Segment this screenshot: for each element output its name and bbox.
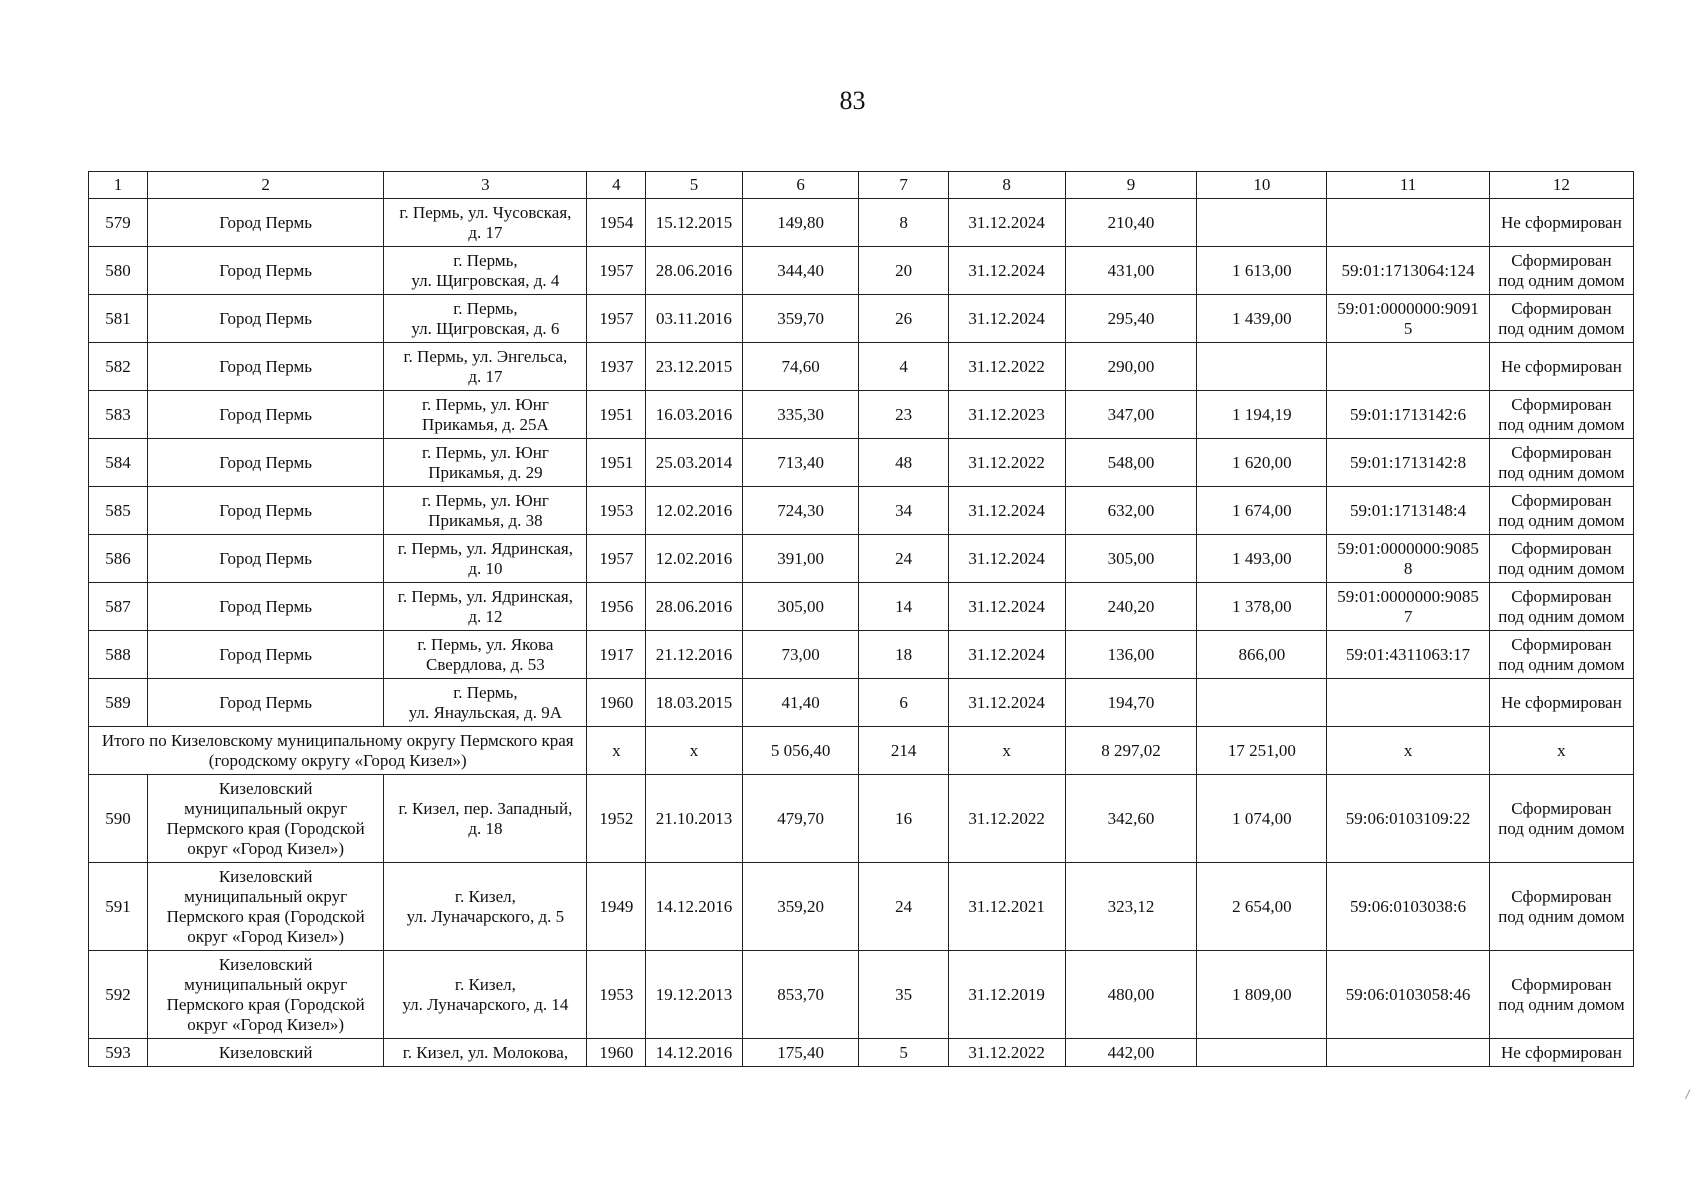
row-number-cell: 591 bbox=[89, 863, 148, 951]
land-area-cell: 1 439,00 bbox=[1197, 295, 1327, 343]
address-cell-line: д. 18 bbox=[468, 818, 503, 838]
status-cell-line: Не сформирован bbox=[1500, 1042, 1622, 1062]
deadline-cell: 31.12.2024 bbox=[948, 679, 1065, 727]
municipality-cell-line: муниципальный округ bbox=[184, 974, 348, 994]
cadastral-line: 59:01:0000000:9091 bbox=[1337, 298, 1479, 318]
address-cell-line: г. Пермь, ул. Юнг bbox=[421, 442, 549, 462]
year-cell: 1951 bbox=[587, 439, 646, 487]
residents-cell: 35 bbox=[859, 951, 948, 1039]
living-area-cell: 295,40 bbox=[1065, 295, 1197, 343]
address-cell bbox=[384, 951, 587, 1039]
status-cell-line: Сформирован bbox=[1511, 250, 1612, 270]
address-cell-line: Прикамья, д. 29 bbox=[428, 462, 543, 482]
row-number-cell: 582 bbox=[89, 343, 148, 391]
cadastral-line: 8 bbox=[1403, 558, 1413, 578]
residents-cell: 16 bbox=[859, 775, 948, 863]
residents-cell: 26 bbox=[859, 295, 948, 343]
deadline-cell: 31.12.2021 bbox=[948, 863, 1065, 951]
address-cell-line: д. 17 bbox=[468, 222, 503, 242]
living-area-cell: 136,00 bbox=[1065, 631, 1197, 679]
status-cell bbox=[1489, 863, 1633, 951]
status-cell-line: под одним домом bbox=[1498, 606, 1625, 626]
status-cell-line: под одним домом bbox=[1498, 818, 1625, 838]
deadline-cell: 31.12.2024 bbox=[948, 583, 1065, 631]
deadline-cell: 31.12.2019 bbox=[948, 951, 1065, 1039]
total-label-cell: Итого по Кизеловскому муниципальному округу Пермского края (городскому округу «Город Кизел») bbox=[89, 727, 587, 775]
residents-cell: 6 bbox=[859, 679, 948, 727]
land-area-cell bbox=[1197, 1039, 1327, 1067]
address-cell bbox=[384, 535, 587, 583]
column-number: 2 bbox=[147, 172, 384, 199]
address-cell-line: Прикамья, д. 38 bbox=[428, 510, 543, 530]
column-number: 10 bbox=[1197, 172, 1327, 199]
address-cell bbox=[384, 199, 587, 247]
area-cell: 713,40 bbox=[742, 439, 859, 487]
living-area-cell: 210,40 bbox=[1065, 199, 1197, 247]
year-cell: 1957 bbox=[587, 535, 646, 583]
status-cell bbox=[1489, 439, 1633, 487]
address-cell-line: г. Пермь, ул. Юнг bbox=[421, 394, 549, 414]
living-area-cell: 323,12 bbox=[1065, 863, 1197, 951]
address-cell-line: д. 12 bbox=[468, 606, 503, 626]
area-cell: 359,20 bbox=[742, 863, 859, 951]
address-cell-line: г. Пермь, ул. Чусовская, bbox=[399, 202, 572, 222]
status-cell-line: Сформирован bbox=[1511, 634, 1612, 654]
address-cell-line: Свердлова, д. 53 bbox=[426, 654, 545, 674]
total-row bbox=[89, 727, 1634, 775]
address-cell bbox=[384, 679, 587, 727]
table-row bbox=[89, 863, 1634, 951]
residents-cell: 8 bbox=[859, 199, 948, 247]
cadastral-cell: 59:01:1713148:4 bbox=[1327, 487, 1489, 535]
total-land-area-cell: 17 251,00 bbox=[1197, 727, 1327, 775]
column-number: 5 bbox=[646, 172, 742, 199]
date-cell: 19.12.2013 bbox=[646, 951, 742, 1039]
status-cell-line: под одним домом bbox=[1498, 994, 1625, 1014]
municipality-cell: Город Пермь bbox=[147, 391, 384, 439]
living-area-cell: 342,60 bbox=[1065, 775, 1197, 863]
year-cell: 1957 bbox=[587, 247, 646, 295]
municipality-cell: Город Пермь bbox=[147, 631, 384, 679]
status-cell-line: Сформирован bbox=[1511, 298, 1612, 318]
address-cell-line: г. Пермь, ул. Юнг bbox=[421, 490, 549, 510]
address-cell-line: г. Кизел, bbox=[454, 886, 516, 906]
address-cell-line: г. Кизел, bbox=[454, 974, 516, 994]
table-row bbox=[89, 343, 1634, 391]
land-area-cell: 866,00 bbox=[1197, 631, 1327, 679]
municipality-cell-line: округ «Город Кизел») bbox=[187, 1014, 345, 1034]
year-cell: 1960 bbox=[587, 679, 646, 727]
status-cell-line: под одним домом bbox=[1498, 462, 1625, 482]
cadastral-cell: 59:06:0103109:22 bbox=[1327, 775, 1489, 863]
deadline-cell: 31.12.2022 bbox=[948, 439, 1065, 487]
status-cell-line: Сформирован bbox=[1511, 974, 1612, 994]
status-cell-line: под одним домом bbox=[1498, 558, 1625, 578]
residents-cell: 48 bbox=[859, 439, 948, 487]
column-number: 11 bbox=[1327, 172, 1489, 199]
area-cell: 853,70 bbox=[742, 951, 859, 1039]
deadline-cell: 31.12.2022 bbox=[948, 343, 1065, 391]
date-cell: 23.12.2015 bbox=[646, 343, 742, 391]
column-number: 9 bbox=[1065, 172, 1197, 199]
area-cell: 479,70 bbox=[742, 775, 859, 863]
address-cell bbox=[384, 343, 587, 391]
status-cell-line: Сформирован bbox=[1511, 538, 1612, 558]
status-cell-line: Сформирован bbox=[1511, 798, 1612, 818]
date-cell: 28.06.2016 bbox=[646, 247, 742, 295]
address-cell bbox=[384, 775, 587, 863]
municipality-cell-line: округ «Город Кизел») bbox=[187, 926, 345, 946]
year-cell: 1956 bbox=[587, 583, 646, 631]
cadastral-cell bbox=[1327, 535, 1489, 583]
total-area-cell: 5 056,40 bbox=[742, 727, 859, 775]
status-cell-line: под одним домом bbox=[1498, 414, 1625, 434]
residents-cell: 20 bbox=[859, 247, 948, 295]
status-cell-line: Не сформирован bbox=[1500, 692, 1622, 712]
table-row bbox=[89, 439, 1634, 487]
status-cell-line: Сформирован bbox=[1511, 490, 1612, 510]
address-cell bbox=[384, 631, 587, 679]
municipality-cell: Город Пермь bbox=[147, 583, 384, 631]
status-cell-line: под одним домом bbox=[1498, 510, 1625, 530]
column-number-row bbox=[89, 172, 1634, 199]
table-row bbox=[89, 535, 1634, 583]
date-cell: 21.10.2013 bbox=[646, 775, 742, 863]
total-residents-cell: 214 bbox=[859, 727, 948, 775]
status-cell bbox=[1489, 295, 1633, 343]
status-cell bbox=[1489, 487, 1633, 535]
year-cell: 1949 bbox=[587, 863, 646, 951]
status-cell-line: Сформирован bbox=[1511, 586, 1612, 606]
living-area-cell: 347,00 bbox=[1065, 391, 1197, 439]
year-cell: 1954 bbox=[587, 199, 646, 247]
row-number-cell: 592 bbox=[89, 951, 148, 1039]
table-row bbox=[89, 775, 1634, 863]
municipality-cell: Город Пермь bbox=[147, 343, 384, 391]
residents-cell: 5 bbox=[859, 1039, 948, 1067]
scan-mark bbox=[1685, 1090, 1693, 1101]
date-cell: 12.02.2016 bbox=[646, 535, 742, 583]
municipality-cell: Город Пермь bbox=[147, 487, 384, 535]
municipality-cell: Город Пермь bbox=[147, 295, 384, 343]
area-cell: 175,40 bbox=[742, 1039, 859, 1067]
address-cell-line: д. 17 bbox=[468, 366, 503, 386]
address-cell-line: г. Пермь, ул. Ядринская, bbox=[397, 538, 573, 558]
area-cell: 344,40 bbox=[742, 247, 859, 295]
living-area-cell: 480,00 bbox=[1065, 951, 1197, 1039]
address-cell bbox=[384, 487, 587, 535]
address-cell bbox=[384, 1039, 587, 1067]
row-number-cell: 583 bbox=[89, 391, 148, 439]
column-number: 4 bbox=[587, 172, 646, 199]
land-area-cell bbox=[1197, 343, 1327, 391]
total-date-cell: х bbox=[646, 727, 742, 775]
address-cell-line: ул. Щигровская, д. 4 bbox=[411, 270, 560, 290]
residents-cell: 23 bbox=[859, 391, 948, 439]
cadastral-cell: 59:01:1713142:8 bbox=[1327, 439, 1489, 487]
total-living-area-cell: 8 297,02 bbox=[1065, 727, 1197, 775]
year-cell: 1937 bbox=[587, 343, 646, 391]
municipality-cell-line: Пермского края (Городской bbox=[166, 818, 365, 838]
cadastral-cell bbox=[1327, 1039, 1489, 1067]
date-cell: 03.11.2016 bbox=[646, 295, 742, 343]
address-cell-line: г. Пермь, bbox=[453, 250, 518, 270]
area-cell: 149,80 bbox=[742, 199, 859, 247]
address-cell-line: ул. Янаульская, д. 9А bbox=[408, 702, 562, 722]
municipality-cell bbox=[147, 951, 384, 1039]
year-cell: 1952 bbox=[587, 775, 646, 863]
row-number-cell: 593 bbox=[89, 1039, 148, 1067]
area-cell: 73,00 bbox=[742, 631, 859, 679]
row-number-cell: 586 bbox=[89, 535, 148, 583]
status-cell bbox=[1489, 951, 1633, 1039]
residents-cell: 24 bbox=[859, 535, 948, 583]
cadastral-line: 7 bbox=[1403, 606, 1413, 626]
cadastral-line: 59:01:0000000:9085 bbox=[1337, 586, 1479, 606]
municipality-cell: Город Пермь bbox=[147, 199, 384, 247]
row-number-cell: 590 bbox=[89, 775, 148, 863]
municipality-cell: Город Пермь bbox=[147, 535, 384, 583]
area-cell: 305,00 bbox=[742, 583, 859, 631]
area-cell: 335,30 bbox=[742, 391, 859, 439]
municipality-cell: Город Пермь bbox=[147, 247, 384, 295]
cadastral-line: 5 bbox=[1403, 318, 1413, 338]
municipality-cell bbox=[147, 775, 384, 863]
table-row bbox=[89, 951, 1634, 1039]
row-number-cell: 581 bbox=[89, 295, 148, 343]
year-cell: 1957 bbox=[587, 295, 646, 343]
cadastral-cell: 59:01:1713142:6 bbox=[1327, 391, 1489, 439]
cadastral-cell bbox=[1327, 583, 1489, 631]
table-row bbox=[89, 1039, 1634, 1067]
table-row bbox=[89, 487, 1634, 535]
land-area-cell: 1 613,00 bbox=[1197, 247, 1327, 295]
status-cell-line: под одним домом bbox=[1498, 318, 1625, 338]
table-row bbox=[89, 631, 1634, 679]
housing-registry-table bbox=[88, 171, 1634, 1067]
municipality-cell-line: Кизеловский bbox=[218, 1042, 313, 1062]
living-area-cell: 431,00 bbox=[1065, 247, 1197, 295]
row-number-cell: 587 bbox=[89, 583, 148, 631]
date-cell: 14.12.2016 bbox=[646, 863, 742, 951]
status-cell-line: Не сформирован bbox=[1500, 356, 1622, 376]
table-row bbox=[89, 583, 1634, 631]
living-area-cell: 442,00 bbox=[1065, 1039, 1197, 1067]
land-area-cell: 1 074,00 bbox=[1197, 775, 1327, 863]
date-cell: 21.12.2016 bbox=[646, 631, 742, 679]
cadastral-cell bbox=[1327, 295, 1489, 343]
deadline-cell: 31.12.2024 bbox=[948, 535, 1065, 583]
table-row bbox=[89, 247, 1634, 295]
status-cell bbox=[1489, 391, 1633, 439]
cadastral-cell: 59:01:4311063:17 bbox=[1327, 631, 1489, 679]
municipality-cell-line: муниципальный округ bbox=[184, 886, 348, 906]
municipality-cell-line: Кизеловский bbox=[218, 866, 313, 886]
date-cell: 16.03.2016 bbox=[646, 391, 742, 439]
total-status-cell: х bbox=[1489, 727, 1633, 775]
year-cell: 1960 bbox=[587, 1039, 646, 1067]
deadline-cell: 31.12.2024 bbox=[948, 199, 1065, 247]
address-cell-line: г. Пермь, ул. Энгельса, bbox=[403, 346, 568, 366]
column-number: 8 bbox=[948, 172, 1065, 199]
address-cell bbox=[384, 439, 587, 487]
area-cell: 391,00 bbox=[742, 535, 859, 583]
address-cell bbox=[384, 583, 587, 631]
date-cell: 12.02.2016 bbox=[646, 487, 742, 535]
area-cell: 724,30 bbox=[742, 487, 859, 535]
cadastral-cell bbox=[1327, 199, 1489, 247]
land-area-cell bbox=[1197, 679, 1327, 727]
land-area-cell: 1 194,19 bbox=[1197, 391, 1327, 439]
status-cell-line: Не сформирован bbox=[1500, 212, 1622, 232]
status-cell-line: Сформирован bbox=[1511, 886, 1612, 906]
living-area-cell: 194,70 bbox=[1065, 679, 1197, 727]
table-row bbox=[89, 295, 1634, 343]
status-cell bbox=[1489, 1039, 1633, 1067]
residents-cell: 24 bbox=[859, 863, 948, 951]
deadline-cell: 31.12.2024 bbox=[948, 247, 1065, 295]
deadline-cell: 31.12.2024 bbox=[948, 487, 1065, 535]
row-number-cell: 588 bbox=[89, 631, 148, 679]
address-cell bbox=[384, 295, 587, 343]
address-cell-line: г. Пермь, bbox=[453, 298, 518, 318]
status-cell-line: Сформирован bbox=[1511, 394, 1612, 414]
land-area-cell: 1 809,00 bbox=[1197, 951, 1327, 1039]
municipality-cell-line: округ «Город Кизел») bbox=[187, 838, 345, 858]
residents-cell: 18 bbox=[859, 631, 948, 679]
land-area-cell: 1 620,00 bbox=[1197, 439, 1327, 487]
deadline-cell: 31.12.2022 bbox=[948, 1039, 1065, 1067]
living-area-cell: 548,00 bbox=[1065, 439, 1197, 487]
deadline-cell: 31.12.2024 bbox=[948, 295, 1065, 343]
row-number-cell: 579 bbox=[89, 199, 148, 247]
date-cell: 14.12.2016 bbox=[646, 1039, 742, 1067]
table-row bbox=[89, 679, 1634, 727]
address-cell bbox=[384, 391, 587, 439]
municipality-cell: Город Пермь bbox=[147, 439, 384, 487]
address-cell-line: г. Кизел, ул. Молокова, bbox=[402, 1042, 569, 1062]
deadline-cell: 31.12.2023 bbox=[948, 391, 1065, 439]
address-cell-line: Прикамья, д. 25А bbox=[422, 414, 549, 434]
area-cell: 359,70 bbox=[742, 295, 859, 343]
date-cell: 28.06.2016 bbox=[646, 583, 742, 631]
address-cell-line: г. Пермь, ул. Якова bbox=[417, 634, 554, 654]
address-cell bbox=[384, 247, 587, 295]
row-number-cell: 580 bbox=[89, 247, 148, 295]
address-cell-line: г. Кизел, пер. Западный, bbox=[398, 798, 573, 818]
municipality-cell-line: Кизеловский bbox=[218, 954, 313, 974]
residents-cell: 34 bbox=[859, 487, 948, 535]
status-cell bbox=[1489, 631, 1633, 679]
column-number: 6 bbox=[742, 172, 859, 199]
table-row bbox=[89, 199, 1634, 247]
municipality-cell-line: Пермского края (Городской bbox=[166, 994, 365, 1014]
year-cell: 1951 bbox=[587, 391, 646, 439]
year-cell: 1953 bbox=[587, 951, 646, 1039]
row-number-cell: 589 bbox=[89, 679, 148, 727]
address-cell-line: ул. Щигровская, д. 6 bbox=[411, 318, 560, 338]
living-area-cell: 290,00 bbox=[1065, 343, 1197, 391]
cadastral-cell: 59:01:1713064:124 bbox=[1327, 247, 1489, 295]
address-cell bbox=[384, 863, 587, 951]
living-area-cell: 240,20 bbox=[1065, 583, 1197, 631]
land-area-cell: 1 674,00 bbox=[1197, 487, 1327, 535]
status-cell-line: под одним домом bbox=[1498, 654, 1625, 674]
cadastral-line: 59:01:0000000:9085 bbox=[1337, 538, 1479, 558]
status-cell-line: под одним домом bbox=[1498, 270, 1625, 290]
column-number: 3 bbox=[384, 172, 587, 199]
status-cell-line: под одним домом bbox=[1498, 906, 1625, 926]
municipality-cell-line: муниципальный округ bbox=[184, 798, 348, 818]
municipality-cell-line: Кизеловский bbox=[218, 778, 313, 798]
municipality-cell bbox=[147, 1039, 384, 1067]
row-number-cell: 584 bbox=[89, 439, 148, 487]
living-area-cell: 305,00 bbox=[1065, 535, 1197, 583]
residents-cell: 4 bbox=[859, 343, 948, 391]
status-cell bbox=[1489, 679, 1633, 727]
living-area-cell: 632,00 bbox=[1065, 487, 1197, 535]
land-area-cell: 2 654,00 bbox=[1197, 863, 1327, 951]
date-cell: 18.03.2015 bbox=[646, 679, 742, 727]
land-area-cell: 1 378,00 bbox=[1197, 583, 1327, 631]
address-cell-line: д. 10 bbox=[468, 558, 503, 578]
year-cell: 1953 bbox=[587, 487, 646, 535]
status-cell bbox=[1489, 775, 1633, 863]
page-number: 83 bbox=[839, 86, 866, 115]
municipality-cell-line: Пермского края (Городской bbox=[166, 906, 365, 926]
cadastral-cell: 59:06:0103058:46 bbox=[1327, 951, 1489, 1039]
residents-cell: 14 bbox=[859, 583, 948, 631]
total-year-cell: х bbox=[587, 727, 646, 775]
area-cell: 41,40 bbox=[742, 679, 859, 727]
status-cell bbox=[1489, 583, 1633, 631]
status-cell-line: Сформирован bbox=[1511, 442, 1612, 462]
total-deadline-cell: х bbox=[948, 727, 1065, 775]
area-cell: 74,60 bbox=[742, 343, 859, 391]
table-row bbox=[89, 391, 1634, 439]
address-cell-line: ул. Луначарского, д. 5 bbox=[406, 906, 565, 926]
deadline-cell: 31.12.2022 bbox=[948, 775, 1065, 863]
column-number: 12 bbox=[1489, 172, 1633, 199]
municipality-cell: Город Пермь bbox=[147, 679, 384, 727]
status-cell bbox=[1489, 247, 1633, 295]
address-cell-line: г. Пермь, bbox=[453, 682, 518, 702]
land-area-cell bbox=[1197, 199, 1327, 247]
column-number: 7 bbox=[859, 172, 948, 199]
column-number: 1 bbox=[89, 172, 148, 199]
date-cell: 25.03.2014 bbox=[646, 439, 742, 487]
cadastral-cell bbox=[1327, 679, 1489, 727]
status-cell bbox=[1489, 343, 1633, 391]
land-area-cell: 1 493,00 bbox=[1197, 535, 1327, 583]
total-cadastral-cell: х bbox=[1327, 727, 1489, 775]
address-cell-line: ул. Луначарского, д. 14 bbox=[402, 994, 569, 1014]
cadastral-cell: 59:06:0103038:6 bbox=[1327, 863, 1489, 951]
year-cell: 1917 bbox=[587, 631, 646, 679]
municipality-cell bbox=[147, 863, 384, 951]
status-cell bbox=[1489, 199, 1633, 247]
row-number-cell: 585 bbox=[89, 487, 148, 535]
deadline-cell: 31.12.2024 bbox=[948, 631, 1065, 679]
address-cell-line: г. Пермь, ул. Ядринская, bbox=[397, 586, 573, 606]
status-cell bbox=[1489, 535, 1633, 583]
cadastral-cell bbox=[1327, 343, 1489, 391]
date-cell: 15.12.2015 bbox=[646, 199, 742, 247]
